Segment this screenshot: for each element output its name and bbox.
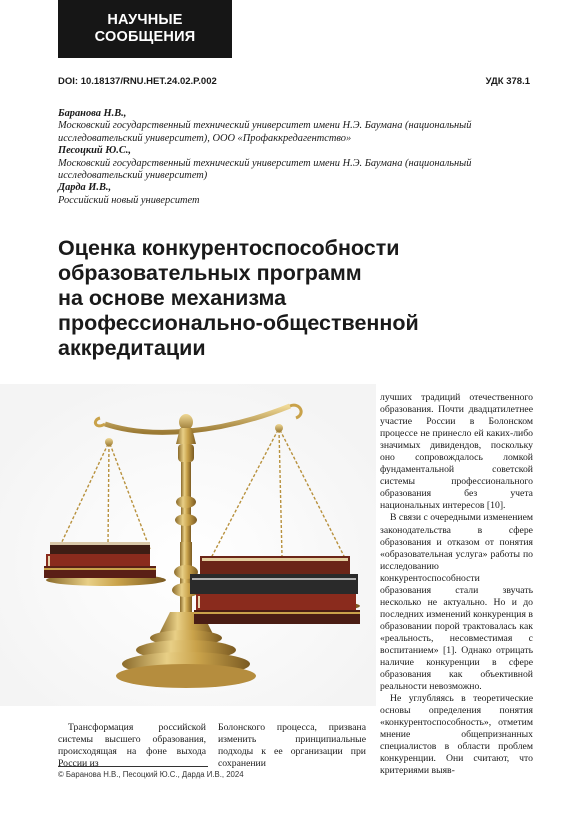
author <box>58 145 538 182</box>
author-affiliation: Российский новый университет <box>58 194 200 206</box>
title-line: профессионально-общественной <box>58 311 419 335</box>
authors-block <box>58 108 538 207</box>
title-line: образовательных программ <box>58 261 362 285</box>
section-label-line1: НАУЧНЫЕ <box>107 12 183 28</box>
title-line: на основе механизма <box>58 286 287 310</box>
title-line: Оценка конкурентоспособности <box>58 236 400 260</box>
author <box>58 108 538 145</box>
paragraph: лучших традиций отечественного образования. Почти двадцатилетнее участие России в Болонском процессе не принесло ей каких-либо значимых дивидендов, поскольку оно сопровождалось ломкой фундаментальной советской системы профессионального образования без учета национальных интересов [10]. <box>380 392 533 512</box>
author-affiliation: Московский государственный технический университет имени Н.Э. Баумана (национальный исследовательский университет), ООО «Профаккредагентство» <box>58 120 472 144</box>
paragraph: В связи с очередными изменением законодательства в сфере образования и отказом от понятия «образовательная услуга» работы по исследованию конкурентоспособности образования стали звучать несколько не актуально. Но и до последних изменений конкуренция в образовании порой трактовалась как «реальность, несовместимая с воспитанием» [1]. Однако отрицать наличие конкуренции в сфере образования как объективной реальности невозможно. <box>380 512 533 693</box>
body-column-left: Трансформация российской системы высшего образования, происходящая на фоне выхода России из <box>58 722 206 770</box>
author <box>58 182 538 207</box>
paragraph: Не углубляясь в теоретические основы определения понятия «конкурентоспособность», отметим мнение общепризнанных специалистов в области проблем конкуренции. Они считают, что критериями выяв- <box>380 693 533 777</box>
article-title <box>58 236 498 361</box>
doi[interactable]: DOI: 10.18137/RNU.HET.24.02.P.002 <box>58 76 217 87</box>
author-name: Дарда И.В., <box>58 182 112 194</box>
udk-code: УДК 378.1 <box>485 76 530 87</box>
author-name: Песоцкий Ю.С., <box>58 145 132 157</box>
section-label <box>58 0 232 58</box>
section-label-line2: СООБЩЕНИЯ <box>94 29 196 45</box>
footnote-divider <box>58 766 208 767</box>
author-affiliation: Московский государственный технический университет имени Н.Э. Баумана (национальный исследовательский университет) <box>58 157 472 182</box>
copyright-notice: © Баранова Н.В., Песоцкий Ю.С., Дарда И.В., 2024 <box>58 770 244 779</box>
body-column-right <box>380 392 533 778</box>
body-column-middle: Болонского процесса, призвана изменить принципиальные подходы к ее организации при сохранении <box>218 722 366 770</box>
scales-with-books-illustration <box>0 384 376 706</box>
author-name: Баранова Н.В., <box>58 108 127 119</box>
title-line: аккредитации <box>58 336 206 360</box>
